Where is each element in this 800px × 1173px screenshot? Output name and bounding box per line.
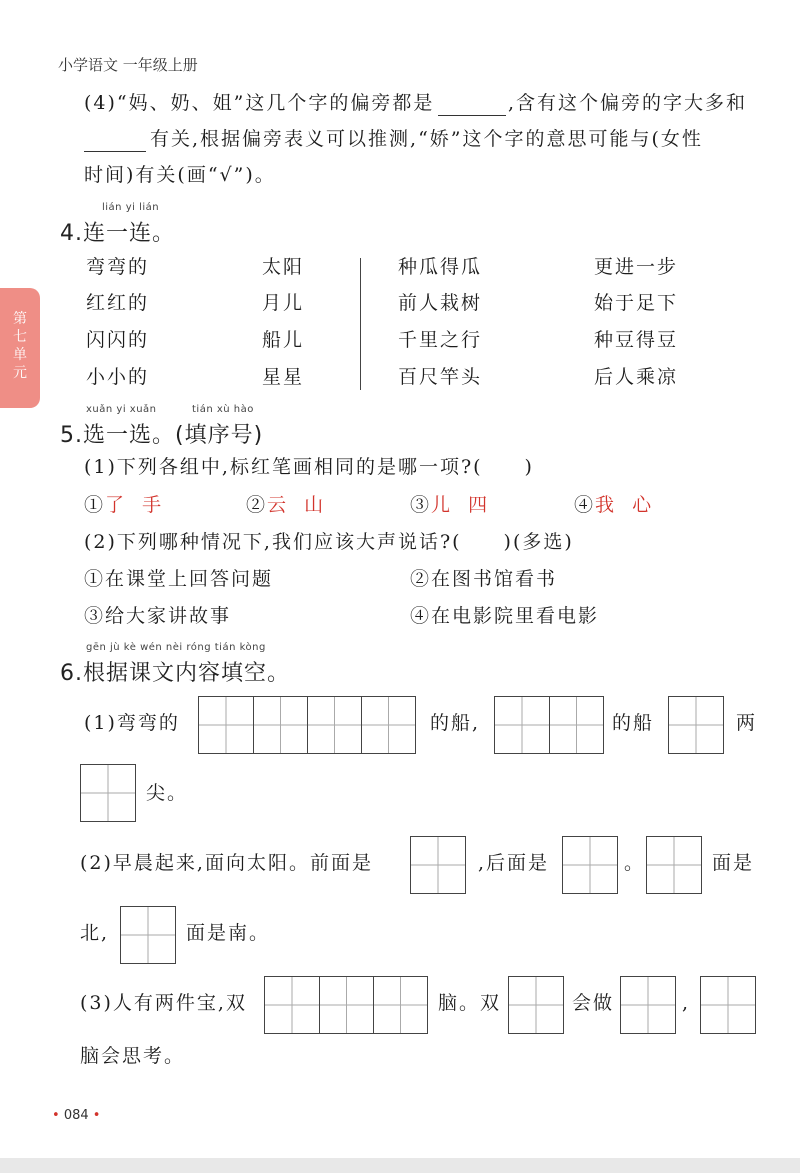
sec5-q2: (2)下列哪种情况下,我们应该大声说话?( )(多选)	[84, 531, 574, 553]
p2-text-e: 北,	[80, 922, 110, 944]
match-right-3[interactable]: 船儿	[262, 329, 305, 351]
writing-cell[interactable]	[199, 697, 253, 753]
idiom-left-4[interactable]: 百尺竿头	[398, 366, 483, 388]
writing-cell[interactable]	[509, 977, 563, 1033]
writing-cell[interactable]	[265, 977, 319, 1033]
sec4-title: 4.连一连。	[60, 221, 175, 246]
p2-text-b: ,后面是	[478, 852, 550, 874]
p1-text-c: 的船	[612, 712, 655, 734]
red-stroke-char: 手	[142, 494, 164, 516]
p3-text-e: 脑会思考。	[80, 1045, 186, 1067]
sec5-title: 5.选一选。(填序号)	[60, 423, 264, 448]
p2-text-f: 面是南。	[186, 922, 271, 944]
p2-box-1[interactable]	[410, 836, 466, 894]
p2-box-4[interactable]	[120, 906, 176, 964]
option-number: ④	[574, 494, 596, 516]
match-left-2[interactable]: 红红的	[86, 292, 150, 314]
idiom-right-2[interactable]: 始于足下	[594, 292, 679, 314]
writing-cell[interactable]	[81, 765, 135, 821]
writing-cell[interactable]	[411, 837, 465, 893]
sec6-pinyin: gēn jù kè wén nèi róng tián kòng	[86, 642, 266, 653]
q2-option-1[interactable]: ①在课堂上回答问题	[84, 568, 274, 590]
p3-box-3[interactable]	[264, 976, 428, 1034]
match-right-4[interactable]: 星星	[262, 366, 305, 388]
red-stroke-char: 儿	[431, 494, 453, 516]
sec4-pinyin: lián yi lián	[102, 202, 160, 213]
match-right-2[interactable]: 月儿	[262, 292, 305, 314]
p1-text-e: 尖。	[146, 782, 189, 804]
sec6-title: 6.根据课文内容填空。	[60, 661, 290, 686]
match-left-1[interactable]: 弯弯的	[86, 256, 150, 278]
p3-text-b: 脑。双	[438, 992, 502, 1014]
writing-cell[interactable]	[549, 697, 603, 753]
p1-text-a: (1)弯弯的	[84, 712, 180, 734]
red-stroke-char: 四	[468, 494, 490, 516]
q4-blank-2[interactable]	[84, 151, 146, 152]
match-divider	[360, 258, 361, 390]
red-stroke-char: 我	[595, 494, 617, 516]
q1-option-3[interactable]	[410, 496, 489, 515]
writing-cell[interactable]	[373, 977, 427, 1033]
q2-option-3[interactable]: ③给大家讲故事	[84, 605, 232, 627]
page-dot-right: •	[92, 1108, 101, 1123]
p3-box-3b[interactable]	[700, 976, 756, 1034]
red-stroke-char: 心	[632, 494, 654, 516]
idiom-right-4[interactable]: 后人乘凉	[594, 366, 679, 388]
writing-cell[interactable]	[701, 977, 755, 1033]
p2-box-3[interactable]	[646, 836, 702, 894]
idiom-left-2[interactable]: 前人栽树	[398, 292, 483, 314]
idiom-right-1[interactable]: 更进一步	[594, 256, 679, 278]
writing-cell[interactable]	[253, 697, 307, 753]
sec5-pinyin-2: tián xù hào	[192, 404, 254, 415]
writing-cell[interactable]	[121, 907, 175, 963]
writing-cell[interactable]	[669, 697, 723, 753]
idiom-left-3[interactable]: 千里之行	[398, 329, 483, 351]
q4-line1a: (4)“妈、奶、姐”这几个字的偏旁都是	[84, 92, 435, 114]
p3-text-a: (3)人有两件宝,双	[80, 992, 247, 1014]
p2-text-a: (2)早晨起来,面向太阳。前面是	[80, 852, 373, 874]
q4-line1b: ,含有这个偏旁的字大多和	[508, 92, 748, 114]
p1-box-1a[interactable]	[668, 696, 724, 754]
p1-text-d: 两	[736, 712, 758, 734]
p2-text-c: 。	[624, 852, 646, 874]
writing-cell[interactable]	[563, 837, 617, 893]
q4-blank-1[interactable]	[438, 115, 506, 116]
idiom-right-3[interactable]: 种豆得豆	[594, 329, 679, 351]
p3-text-c: 会做	[572, 992, 615, 1014]
option-number: ②	[246, 494, 268, 516]
q2-option-2[interactable]: ②在图书馆看书	[410, 568, 558, 590]
writing-cell[interactable]	[621, 977, 675, 1033]
scan-bottom-edge	[0, 1158, 800, 1173]
writing-cell[interactable]	[647, 837, 701, 893]
writing-cell[interactable]	[495, 697, 549, 753]
p1-text-b: 的船,	[430, 712, 481, 734]
unit-side-tab-label: 第七单元	[13, 311, 27, 381]
red-stroke-char: 山	[304, 494, 326, 516]
writing-cell[interactable]	[319, 977, 373, 1033]
page-number-text: 084	[63, 1108, 89, 1123]
page-number	[52, 1108, 100, 1123]
sec5-q1: (1)下列各组中,标红笔画相同的是哪一项?( )	[84, 456, 534, 478]
p1-box-1b[interactable]	[80, 764, 136, 822]
option-number: ①	[84, 494, 106, 516]
p3-box-2[interactable]	[620, 976, 676, 1034]
match-right-1[interactable]: 太阳	[262, 256, 305, 278]
p1-box-2[interactable]	[494, 696, 604, 754]
option-number: ③	[410, 494, 432, 516]
writing-cell[interactable]	[307, 697, 361, 753]
running-header: 小学语文 一年级上册	[58, 56, 198, 74]
p3-text-d: ,	[682, 992, 691, 1014]
idiom-left-1[interactable]: 种瓜得瓜	[398, 256, 483, 278]
p2-text-d: 面是	[712, 852, 755, 874]
red-stroke-char: 云	[267, 494, 289, 516]
match-left-3[interactable]: 闪闪的	[86, 329, 150, 351]
p1-box-4[interactable]	[198, 696, 416, 754]
writing-cell[interactable]	[361, 697, 415, 753]
q1-option-4[interactable]	[574, 496, 653, 515]
p2-box-2[interactable]	[562, 836, 618, 894]
match-left-4[interactable]: 小小的	[86, 366, 150, 388]
q2-option-4[interactable]: ④在电影院里看电影	[410, 605, 600, 627]
q4-line3: 时间)有关(画“√”)。	[84, 164, 276, 186]
red-stroke-char: 了	[105, 494, 127, 516]
q1-option-1[interactable]	[84, 496, 163, 515]
q4-line2: 有关,根据偏旁表义可以推测,“娇”这个字的意思可能与(女性	[150, 128, 703, 150]
page-dot-left: •	[52, 1108, 60, 1123]
q1-option-2[interactable]	[246, 496, 325, 515]
unit-side-tab	[0, 288, 40, 408]
p3-box-1[interactable]	[508, 976, 564, 1034]
sec5-pinyin-1: xuǎn yi xuǎn	[86, 404, 157, 415]
